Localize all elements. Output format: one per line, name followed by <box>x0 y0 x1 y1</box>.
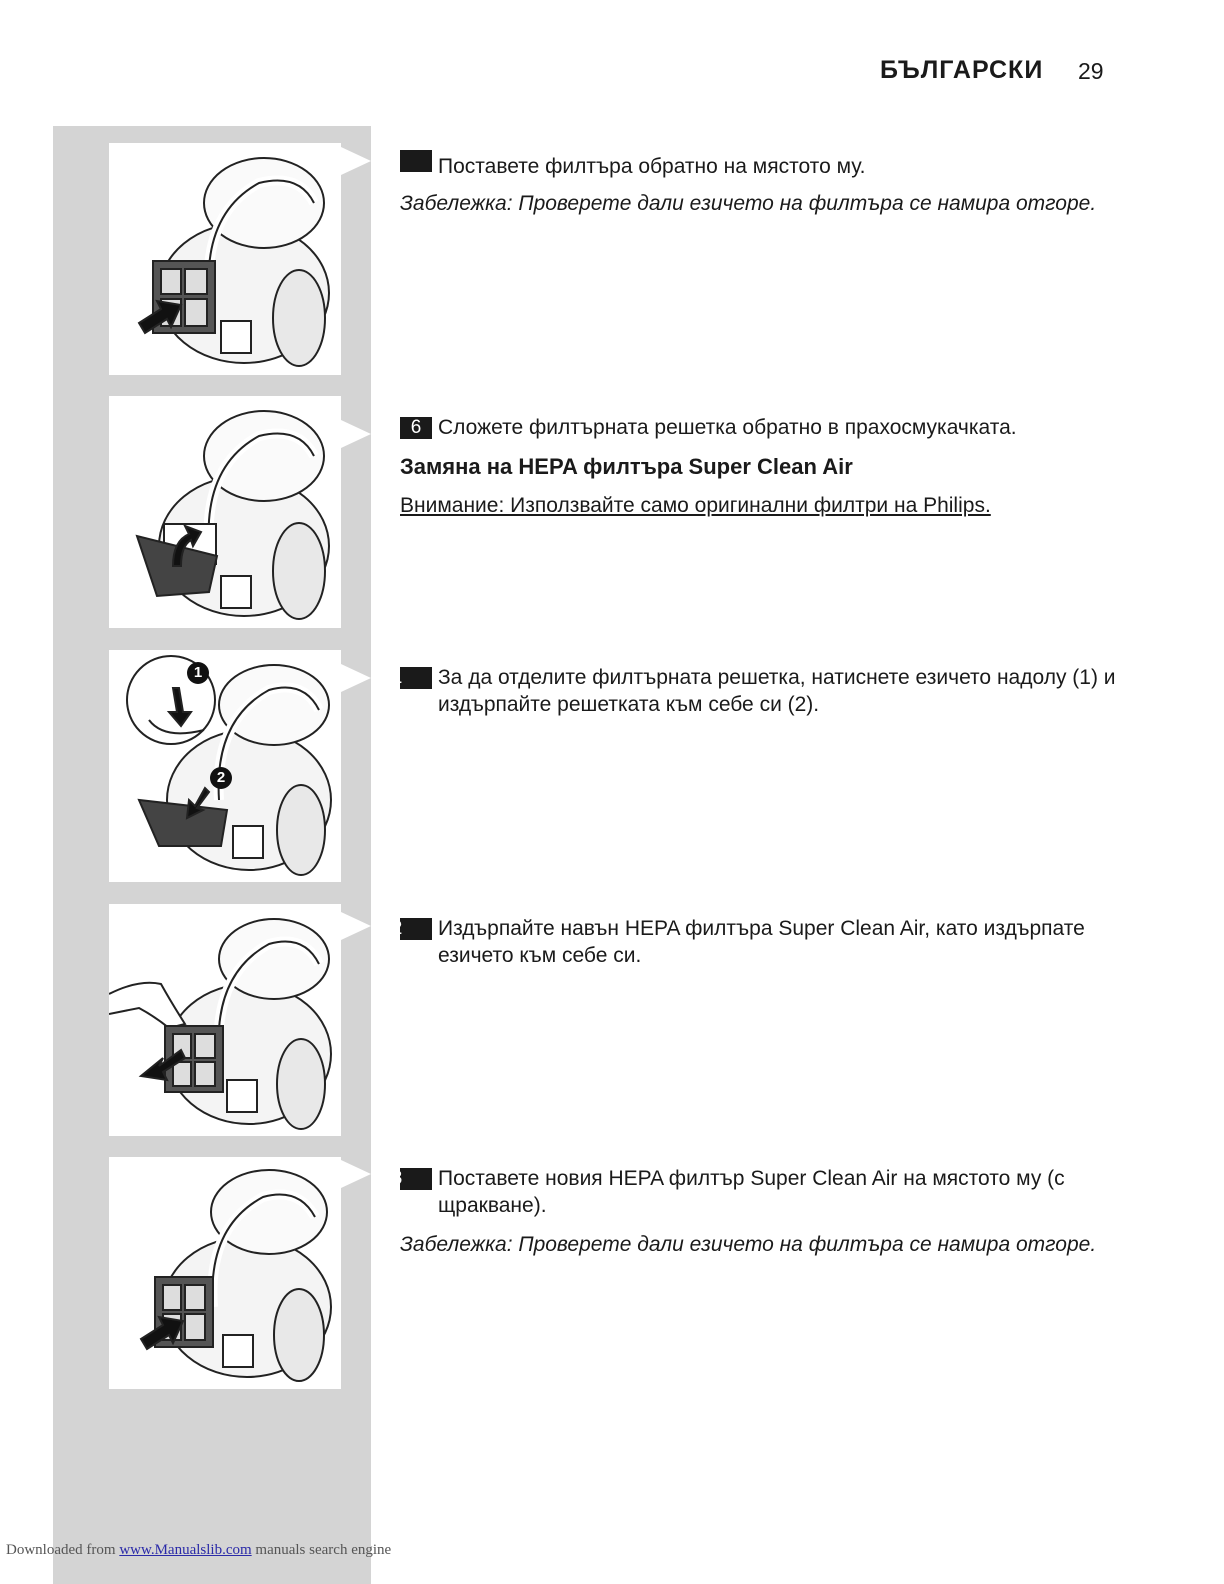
figure-insert-new-hepa <box>109 1157 341 1389</box>
step-instruction: Сложете филтърната решетка обратно в прахосмукачката. <box>438 416 1017 439</box>
step-number-badge: 1 <box>400 667 432 689</box>
callout-number-2: 2 <box>210 767 232 789</box>
step-item <box>391 915 1138 969</box>
step-number-badge: 6 <box>400 417 432 439</box>
page-number: 29 <box>1078 58 1104 84</box>
step-number-badge: 3 <box>400 1168 432 1190</box>
step-instruction: Поставете филтъра обратно на мястото му. <box>438 155 866 178</box>
figure-pull-out-hepa <box>109 904 341 1136</box>
page-header-language: БЪЛГАРСКИ <box>880 56 1044 84</box>
footer-suffix: manuals search engine <box>255 1542 392 1558</box>
download-footer <box>6 1542 391 1559</box>
figure-pointer <box>341 664 371 692</box>
step-number-badge <box>400 150 432 172</box>
step-instruction: Издърпайте навън HEPA филтъра Super Clean Air, като издърпате езичето към себе си. <box>438 917 1085 967</box>
caution-text: Внимание: Използвайте само оригинални филтри на Philips. <box>400 494 991 517</box>
section-heading: Замяна на HEPA филтъра Super Clean Air <box>400 454 853 479</box>
figure-pointer <box>341 420 371 448</box>
figure-pointer <box>341 1160 371 1188</box>
step-item <box>391 664 1138 718</box>
figure-pointer <box>341 147 371 175</box>
step-note: Забележка: Проверете дали езичето на филтъра се намира отгоре. <box>400 1233 1097 1256</box>
step-item <box>400 150 1100 180</box>
callout-number-1: 1 <box>187 662 209 684</box>
figure-remove-grille <box>109 650 341 882</box>
footer-prefix: Downloaded from <box>6 1542 116 1558</box>
step-instruction: За да отделите филтърната решетка, натиснете езичето надолу (1) и издърпайте решетката към себе си (2). <box>438 666 1116 716</box>
step-item <box>400 414 1100 441</box>
figure-insert-filter <box>109 143 341 375</box>
figure-pointer <box>341 912 371 940</box>
step-number-badge: 2 <box>400 918 432 940</box>
figure-replace-grille <box>109 396 341 628</box>
step-note: Забележка: Проверете дали езичето на филтъра се намира отгоре. <box>400 192 1097 215</box>
step-item <box>391 1165 1138 1219</box>
step-instruction: Поставете новия HEPA филтър Super Clean Air на мястото му (с щракване). <box>438 1167 1065 1217</box>
manualslib-link[interactable]: www.Manualslib.com <box>119 1542 252 1558</box>
